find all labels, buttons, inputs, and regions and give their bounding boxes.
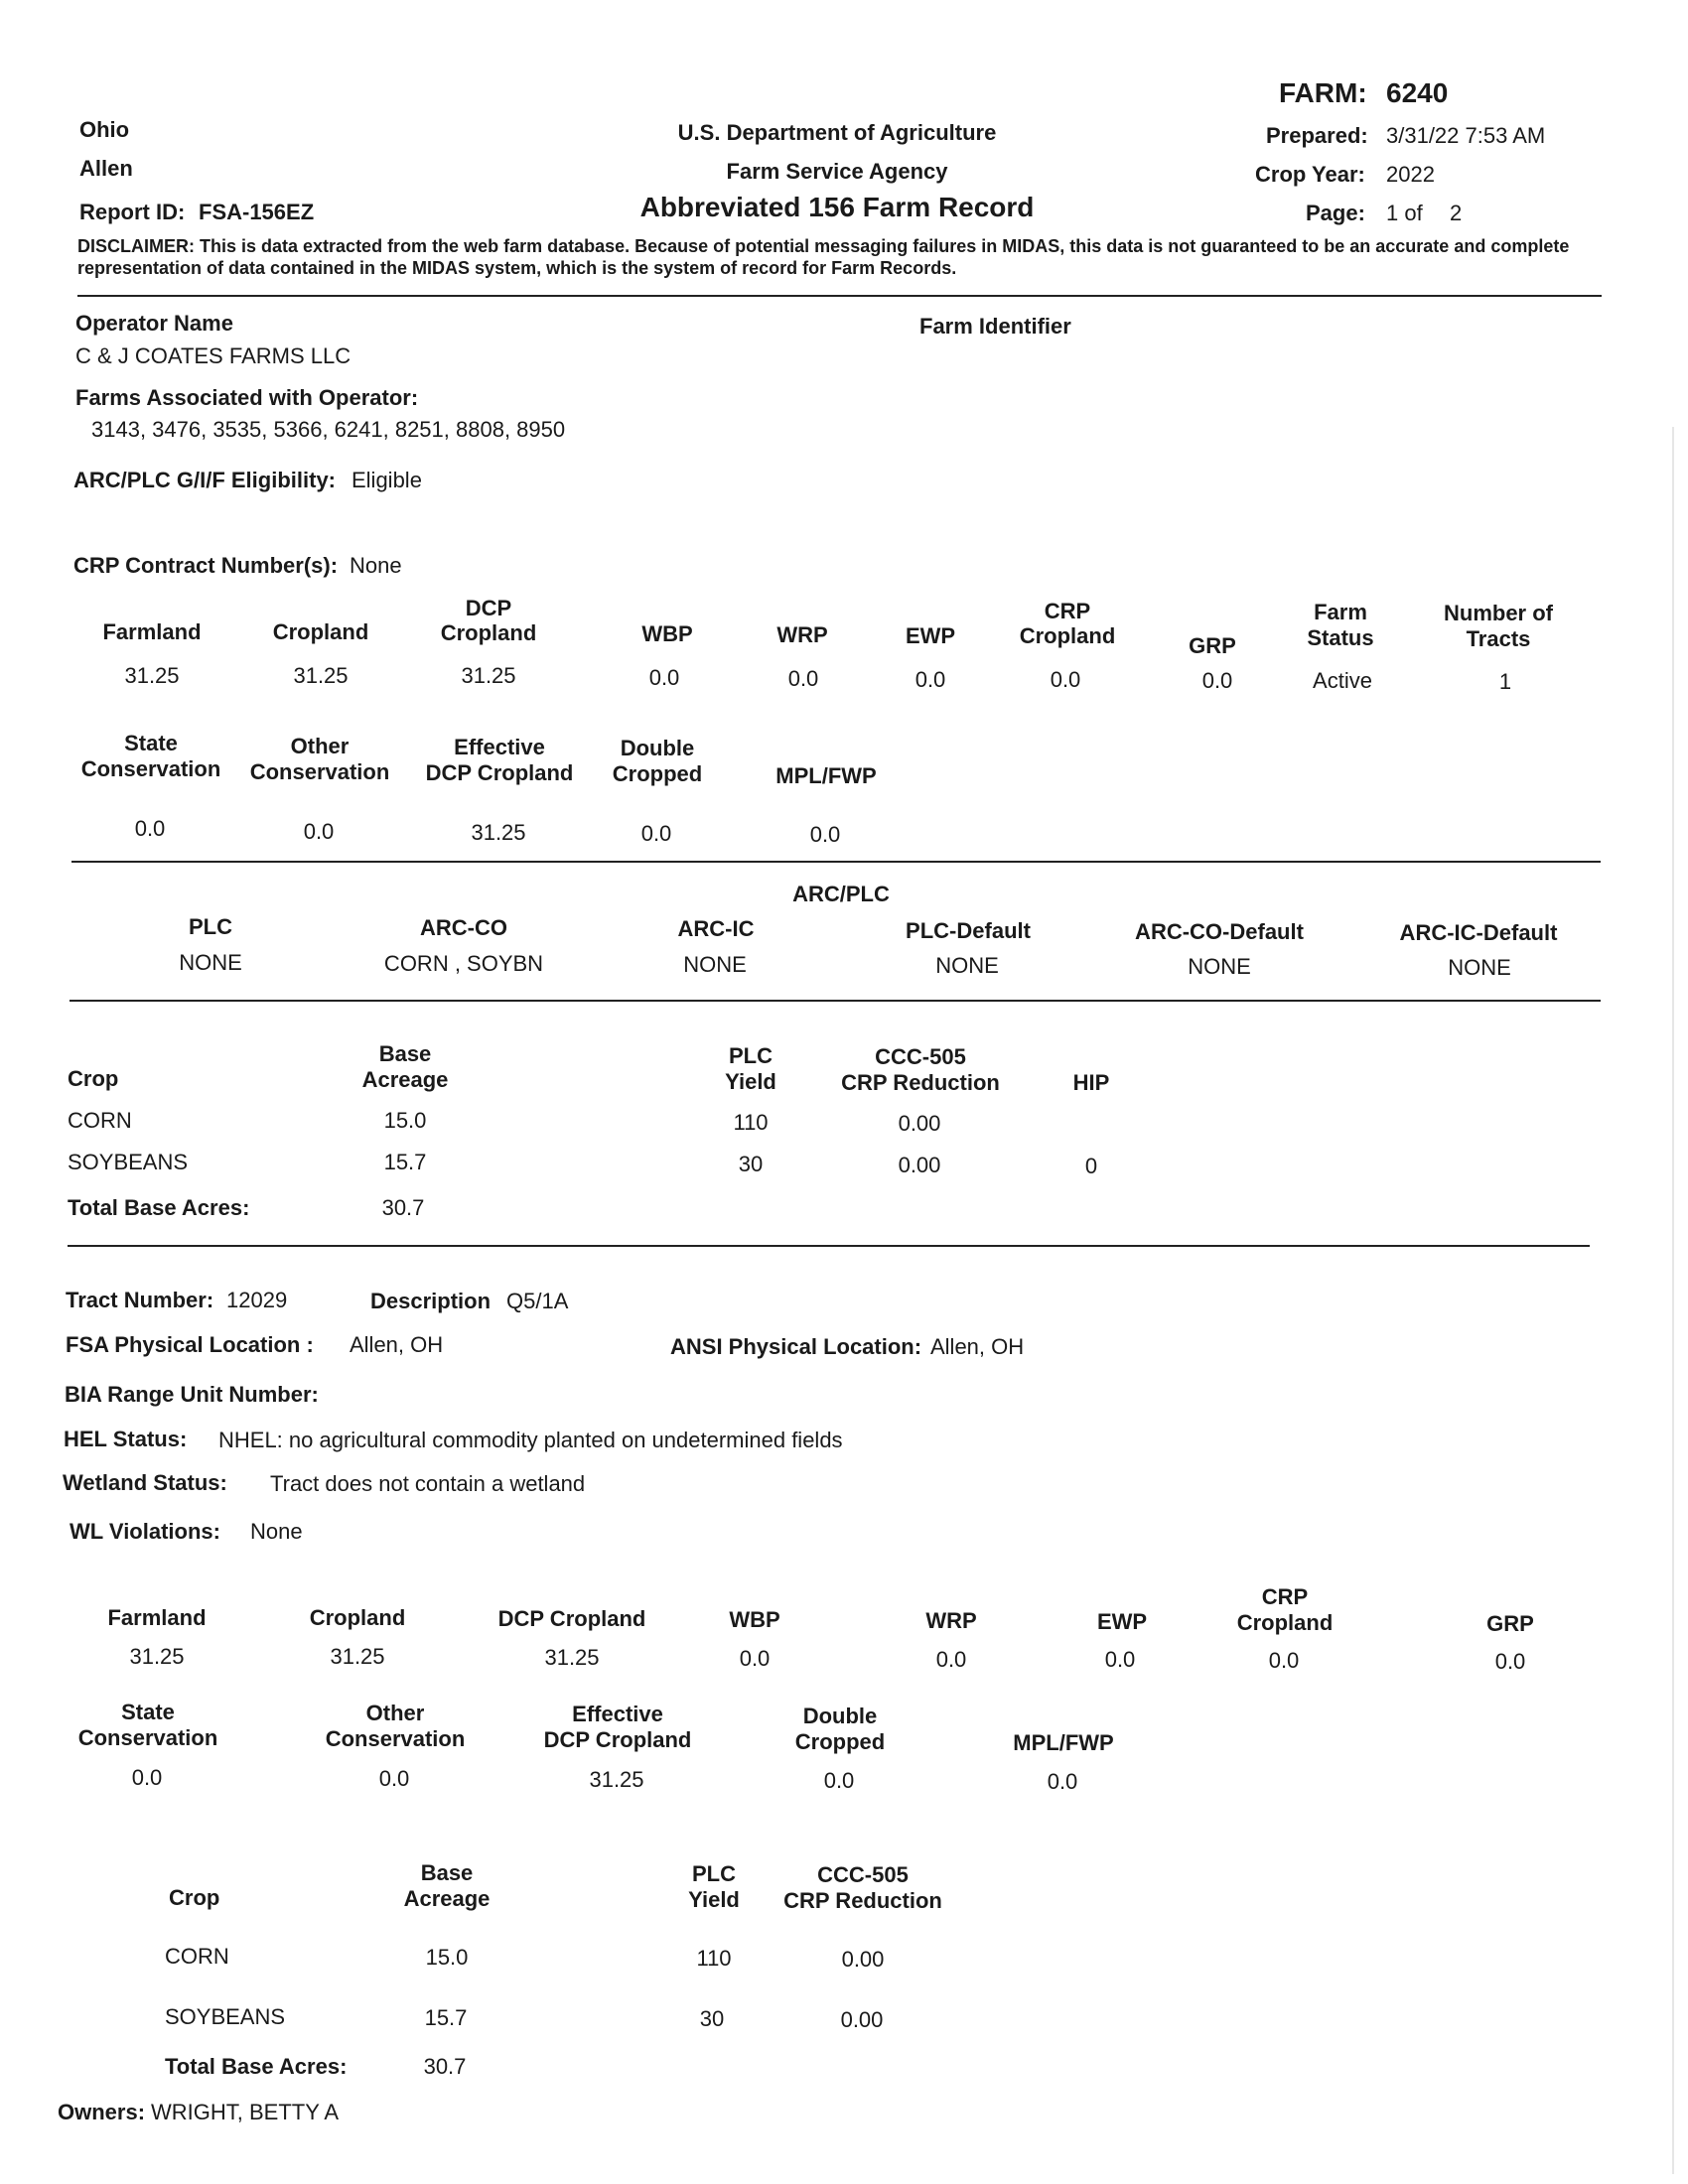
tract-crop-header-plc-line2: Yield: [688, 1887, 740, 1912]
operator-name-label: Operator Name: [75, 311, 233, 336]
tract-header-state-line2: Conservation: [77, 1725, 218, 1750]
agency-name: Farm Service Agency: [726, 159, 948, 184]
farm-header-effective-line2: DCP Cropland: [425, 760, 574, 785]
tract-crop-header-crop: Crop: [169, 1885, 220, 1910]
farms-associated-list: 3143, 3476, 3535, 5366, 6241, 8251, 8808, 8950: [91, 417, 566, 442]
farms-associated-label: Farms Associated with Operator:: [75, 385, 419, 410]
farm-total-base-label: Total Base Acres:: [68, 1195, 250, 1220]
table-row-ccc: 0.00: [840, 2007, 884, 2032]
tract-header-effective-line2: DCP Cropland: [543, 1727, 692, 1752]
tract-header-crp-line1: CRP: [1261, 1584, 1309, 1609]
farm-header-state-line1: State: [124, 731, 178, 755]
farm-header-farmland: Farmland: [102, 619, 202, 644]
wetland-status-label: Wetland Status:: [63, 1470, 227, 1495]
tract-total-base-value: 30.7: [423, 2054, 467, 2079]
table-row-base: 15.0: [383, 1108, 427, 1133]
farm-header-tracts-line1: Number of: [1444, 601, 1553, 625]
tract-header-other-line1: Other: [365, 1701, 425, 1725]
table-row-base: 15.7: [383, 1150, 427, 1174]
table-row-crop: SOYBEANS: [165, 2004, 286, 2029]
fsa-location-value: Allen, OH: [350, 1332, 444, 1357]
hel-status-value: NHEL: no agricultural commodity planted on undetermined fields: [218, 1428, 843, 1452]
farm-other-value: 0.0: [303, 819, 335, 844]
farm-crp-value: 0.0: [1050, 667, 1081, 692]
farm-label: FARM:: [1279, 77, 1367, 108]
report-id-label: Report ID:: [79, 200, 186, 224]
eligibility-value: Eligible: [352, 468, 422, 492]
divider: [77, 295, 1602, 297]
arcplc-arcco-value: CORN , SOYBN: [383, 951, 544, 976]
tract-crop-header-base-line1: Base: [420, 1860, 474, 1885]
farm-wbp-value: 0.0: [648, 665, 680, 690]
tract-crop-header-ccc-line1: CCC-505: [817, 1862, 909, 1887]
farm-header-tracts-line2: Tracts: [1466, 626, 1531, 651]
wl-violations-value: None: [250, 1519, 303, 1544]
arcplc-header-arcic: ARC-IC: [677, 916, 755, 941]
tract-header-cropland: Cropland: [309, 1605, 406, 1630]
arcplc-header-arccodefault: ARC-CO-Default: [1135, 919, 1304, 944]
prepared-value: 3/31/22 7:53 AM: [1386, 123, 1546, 148]
tract-number-label: Tract Number:: [66, 1288, 214, 1312]
crp-contract-label: CRP Contract Number(s):: [73, 553, 339, 578]
table-row-hip: 0: [1084, 1154, 1098, 1178]
tract-dcp-value: 31.25: [544, 1645, 600, 1670]
table-row-ccc: 0.00: [841, 1947, 885, 1972]
tract-header-farmland: Farmland: [107, 1605, 207, 1630]
prepared-label: Prepared:: [1266, 123, 1368, 148]
report-id: FSA-156EZ: [199, 200, 315, 224]
hel-status-label: HEL Status:: [64, 1427, 188, 1451]
tract-header-crp-line2: Cropland: [1236, 1610, 1334, 1635]
arcplc-plc-value: NONE: [179, 950, 242, 975]
page-title: Abbreviated 156 Farm Record: [639, 192, 1035, 222]
page-total: 2: [1450, 201, 1463, 225]
table-row-yield: 30: [699, 2006, 725, 2031]
farm-dcp-value: 31.25: [461, 663, 516, 688]
farm-header-mpl: MPL/FWP: [775, 763, 877, 788]
divider: [68, 1245, 1590, 1247]
tract-crop-header-ccc-line2: CRP Reduction: [783, 1888, 942, 1913]
farm-status-value: Active: [1313, 668, 1372, 693]
farm-header-dcp-line2: Cropland: [440, 620, 537, 645]
owners-value: WRIGHT, BETTY A: [151, 2100, 340, 2124]
tract-cropland-value: 31.25: [330, 1644, 385, 1669]
farm-state-value: 0.0: [134, 816, 166, 841]
farm-header-grp: GRP: [1189, 633, 1236, 658]
farm-total-base-value: 30.7: [381, 1195, 425, 1220]
farm-header-dcp-line1: DCP: [465, 596, 512, 620]
table-row-base: 15.7: [424, 2005, 468, 2030]
tract-total-base-label: Total Base Acres:: [165, 2054, 348, 2079]
tract-state-value: 0.0: [131, 1765, 163, 1790]
tract-description-value: Q5/1A: [506, 1289, 569, 1313]
farm-header-other-line1: Other: [290, 734, 350, 758]
tract-farmland-value: 31.25: [129, 1644, 185, 1669]
arcplc-header-plcdefault: PLC-Default: [906, 918, 1031, 943]
ansi-location-value: Allen, OH: [930, 1334, 1025, 1359]
farm-cropland-value: 31.25: [293, 663, 349, 688]
tract-header-other-line2: Conservation: [325, 1726, 466, 1751]
farm-header-double-line2: Cropped: [612, 761, 703, 786]
farm-header-double-line1: Double: [620, 736, 695, 760]
farm-header-status-line1: Farm: [1314, 600, 1367, 624]
farm-crop-header-crop: Crop: [68, 1066, 119, 1091]
page-label: Page:: [1306, 201, 1365, 225]
arcplc-arccodefault-value: NONE: [1188, 954, 1251, 979]
tract-ewp-value: 0.0: [1104, 1647, 1136, 1672]
divider: [71, 861, 1601, 863]
farm-header-other-line2: Conservation: [249, 759, 390, 784]
owners-label: Owners:: [58, 2100, 146, 2124]
table-row-ccc: 0.00: [898, 1153, 941, 1177]
farm-grp-value: 0.0: [1201, 668, 1233, 693]
farm-header-state-line2: Conservation: [80, 756, 221, 781]
farm-effective-value: 31.25: [471, 820, 526, 845]
divider: [70, 1000, 1601, 1002]
farm-identifier-label: Farm Identifier: [919, 314, 1071, 339]
bia-range-label: BIA Range Unit Number:: [65, 1382, 319, 1407]
tract-wbp-value: 0.0: [739, 1646, 771, 1671]
farm-header-status-line2: Status: [1307, 625, 1374, 650]
tract-description-label: Description: [370, 1289, 492, 1313]
table-row-crop: CORN: [68, 1108, 132, 1133]
farm-crop-header-plc-line1: PLC: [729, 1043, 773, 1068]
farm-wrp-value: 0.0: [787, 666, 819, 691]
county-name: Allen: [79, 156, 133, 181]
arcplc-header-arcco: ARC-CO: [420, 915, 507, 940]
table-row-yield: 110: [733, 1110, 769, 1135]
table-row-crop: SOYBEANS: [68, 1150, 189, 1174]
farm-header-wrp: WRP: [776, 622, 828, 647]
tract-crop-header-base-line2: Acreage: [403, 1886, 491, 1911]
table-row-base: 15.0: [425, 1945, 469, 1970]
farm-double-value: 0.0: [640, 821, 672, 846]
farm-header-ewp: EWP: [905, 623, 956, 648]
tract-header-mpl: MPL/FWP: [1013, 1730, 1114, 1755]
tract-header-double-line2: Cropped: [794, 1729, 886, 1754]
scan-edge: [1672, 427, 1674, 2174]
arcplc-header-arcicdefault: ARC-IC-Default: [1399, 920, 1558, 945]
eligibility-label: ARC/PLC G/I/F Eligibility:: [73, 468, 336, 492]
arcplc-title: ARC/PLC: [792, 882, 890, 906]
arcplc-arcic-value: NONE: [683, 952, 747, 977]
farm-crop-header-hip: HIP: [1072, 1070, 1110, 1095]
state-name: Ohio: [79, 117, 130, 142]
tract-header-state-line1: State: [121, 1700, 175, 1724]
page-current: 1 of: [1386, 201, 1423, 225]
department-name: U.S. Department of Agriculture: [677, 120, 997, 145]
table-row-crop: CORN: [165, 1944, 229, 1969]
farm-tracts-value: 1: [1498, 669, 1512, 694]
farm-header-wbp: WBP: [641, 621, 693, 646]
tract-crp-value: 0.0: [1268, 1648, 1300, 1673]
tract-other-value: 0.0: [378, 1766, 410, 1791]
crp-contract-value: None: [350, 553, 402, 578]
operator-name: C & J COATES FARMS LLC: [75, 343, 352, 368]
tract-crop-header-plc-line1: PLC: [692, 1861, 736, 1886]
tract-double-value: 0.0: [823, 1768, 855, 1793]
tract-header-wbp: WBP: [729, 1607, 780, 1632]
farm-crop-header-base-line2: Acreage: [361, 1067, 449, 1092]
tract-wrp-value: 0.0: [935, 1647, 967, 1672]
arcplc-header-plc: PLC: [189, 914, 232, 939]
tract-number-value: 12029: [226, 1288, 288, 1312]
tract-header-wrp: WRP: [925, 1608, 977, 1633]
farm-crop-header-plc-line2: Yield: [725, 1069, 776, 1094]
crop-year-label: Crop Year:: [1255, 162, 1365, 187]
fsa-location-label: FSA Physical Location :: [66, 1332, 314, 1357]
tract-effective-value: 31.25: [589, 1767, 644, 1792]
farm-crop-header-ccc-line1: CCC-505: [875, 1044, 966, 1069]
farm-header-effective-line1: Effective: [454, 735, 545, 759]
arcplc-arcicdefault-value: NONE: [1448, 955, 1511, 980]
wetland-status-value: Tract does not contain a wetland: [270, 1471, 586, 1496]
farm-header-crp-line2: Cropland: [1019, 623, 1116, 648]
farm-farmland-value: 31.25: [124, 663, 180, 688]
crop-year-value: 2022: [1386, 162, 1435, 187]
farm-header-cropland: Cropland: [272, 619, 369, 644]
farm-crop-header-ccc-line2: CRP Reduction: [841, 1070, 1000, 1095]
wl-violations-label: WL Violations:: [70, 1519, 220, 1544]
table-row-yield: 110: [696, 1946, 732, 1971]
farm-number: 6240: [1386, 77, 1449, 108]
tract-header-grp: GRP: [1486, 1611, 1534, 1636]
tract-header-effective-line1: Effective: [572, 1702, 663, 1726]
ansi-location-label: ANSI Physical Location:: [670, 1334, 922, 1359]
farm-crop-header-base-line1: Base: [378, 1041, 432, 1066]
disclaimer-text: DISCLAIMER: This is data extracted from the web farm database. Because of potential messaging failures in MIDAS, this data is not guaranteed to be an accurate and complete representation of data contained in the MIDAS system, which is the system of record for Farm Records.: [77, 236, 1570, 278]
farm-ewp-value: 0.0: [914, 667, 946, 692]
tract-grp-value: 0.0: [1494, 1649, 1526, 1674]
farm-mpl-value: 0.0: [809, 822, 841, 847]
tract-header-ewp: EWP: [1096, 1609, 1148, 1634]
table-row-yield: 30: [738, 1152, 764, 1176]
tract-header-double-line1: Double: [802, 1704, 878, 1728]
tract-mpl-value: 0.0: [1047, 1769, 1078, 1794]
farm-header-crp-line1: CRP: [1044, 599, 1091, 623]
table-row-ccc: 0.00: [898, 1111, 941, 1136]
arcplc-plcdefault-value: NONE: [935, 953, 999, 978]
tract-header-dcp: DCP Cropland: [497, 1606, 646, 1631]
